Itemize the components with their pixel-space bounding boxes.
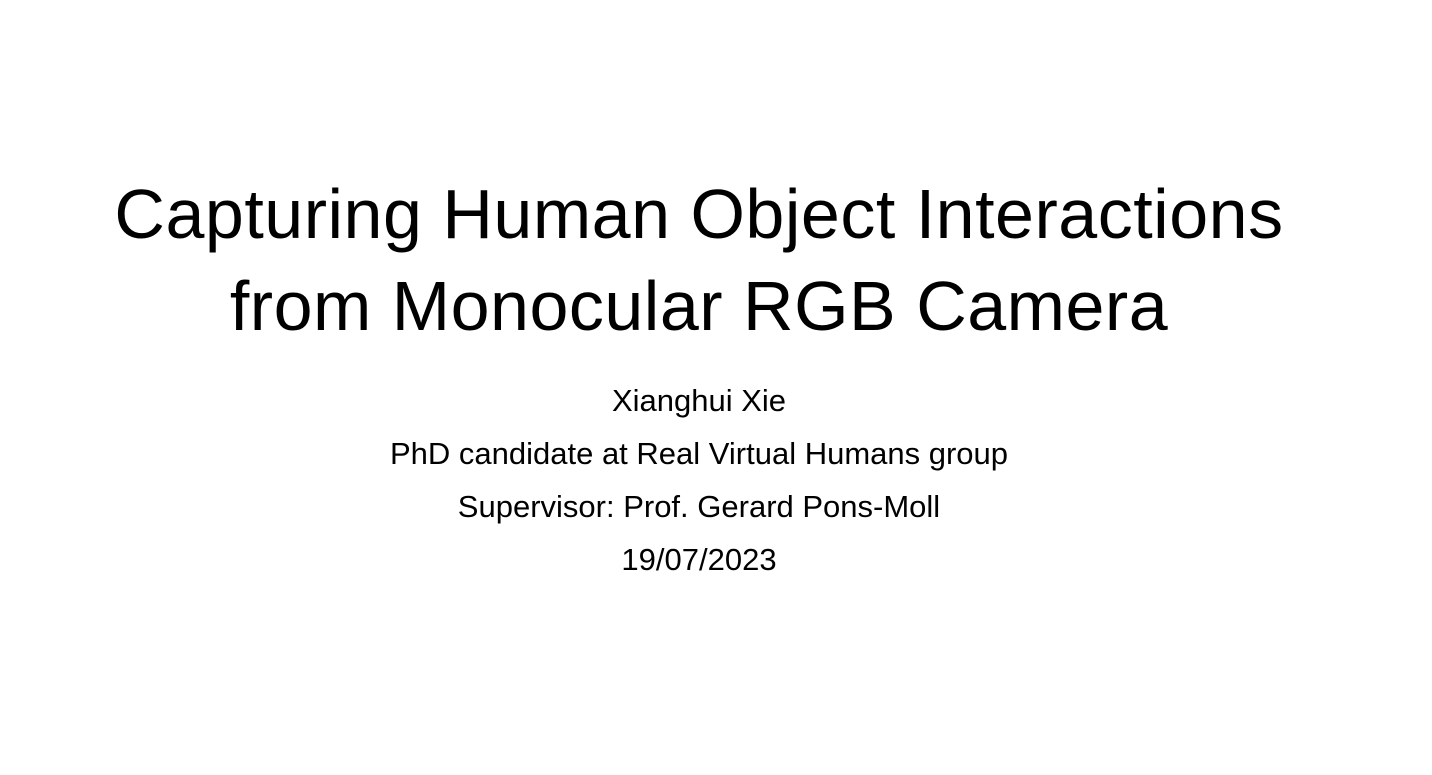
slide-title-line-1: Capturing Human Object Interactions (114, 175, 1284, 253)
slide-title-line-2: from Monocular RGB Camera (229, 267, 1169, 345)
author-name: Xianghui Xie (611, 383, 787, 418)
presentation-date: 19/07/2023 (621, 542, 777, 577)
supervisor: Supervisor: Prof. Gerard Pons-Moll (457, 489, 941, 524)
author-position: PhD candidate at Real Virtual Humans group (389, 436, 1009, 471)
slide-subtitle (0, 374, 1398, 586)
slide-title (0, 168, 1398, 352)
